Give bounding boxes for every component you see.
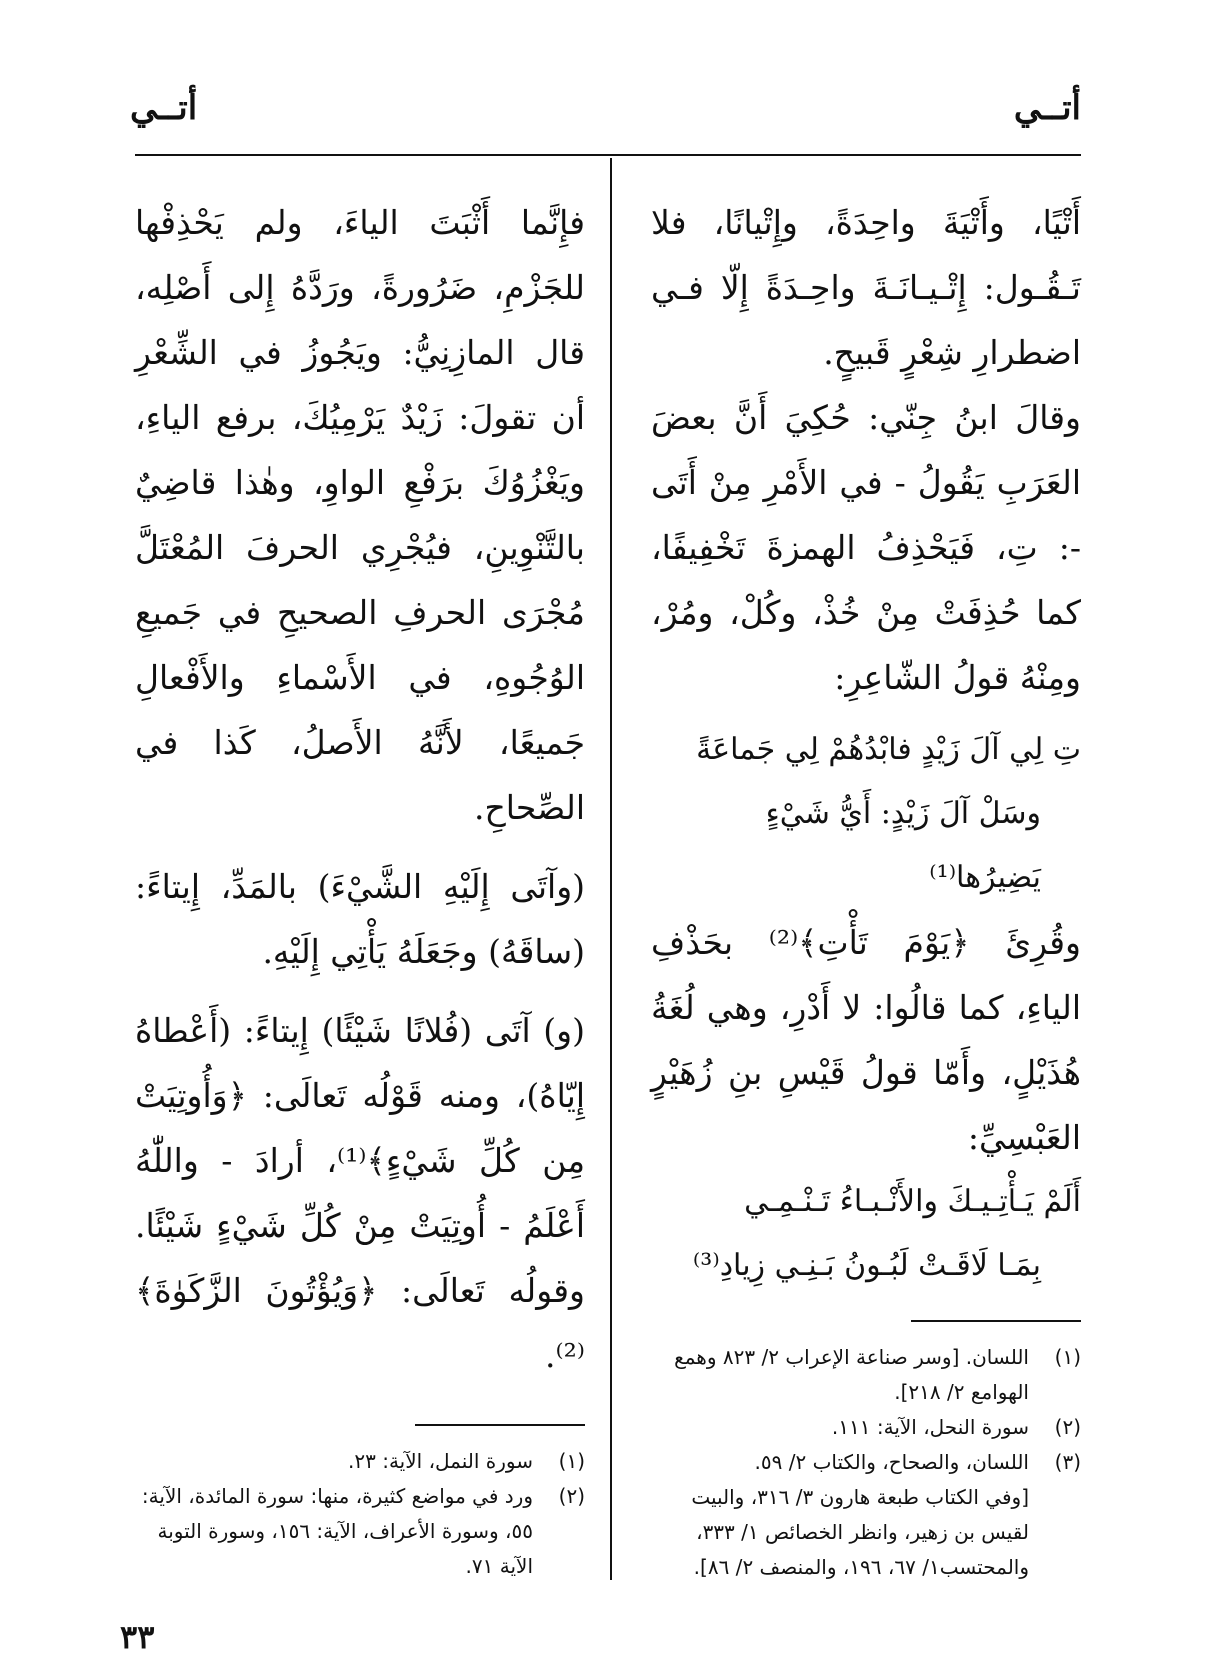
entry-paragraph: فإِنَّما أَثْبَتَ الياءَ، ولم يَحْذِفْها للجَزْمِ، ضَرُورةً، ورَدَّهُ إِلى أَصْلِه، قال المازِنِيُّ: ويَجُوزُ في الشِّعْرِ أن تقولَ: زَيْدٌ يَرْمِيُكَ، برفع الياءِ، ويَغْزُوُكَ برَفْعِ الواوِ، وهٰذا قاضِيٌ بالتَّنْوِينِ، فيُجْرِي الحرفَ المُعْتَلَّ مُجْرَى الحرفِ الصحيحِ في جَميعِ الوُجُوهِ، في الأَسْماءِ والأَفْعالِ جَميعًا، لأَنَّهُ الأَصلُ، كَذا في الصِّحاحِ. <box>135 203 585 827</box>
verse-line: تِ لِي آلَ زَيْدٍ فابْدُهُمْ لِي جَماعَةً <box>696 732 1081 767</box>
entry-paragraph: وقالَ ابنُ جِنّي: حُكِيَ أَنَّ بعضَ العَرَبِ يَقُولُ - في الأَمْرِ مِنْ أَتَى -: تِ، فَيَحْذِفُ الهمزةَ تَخْفِيفًا، كما حُذِفَتْ مِنْ خُذْ، وكُلْ، ومُرْ، ومِنْهُ قولُ الشّاعِرِ: <box>651 398 1081 697</box>
footnote-text: ورد في مواضع كثيرة، منها: سورة المائدة، الآية: ٥٥، وسورة الأعراف، الآية: ١٥٦، وسورة التوبة الآية ٧١. <box>141 1484 533 1578</box>
verse-block <box>651 718 1081 910</box>
verse-line: بِمَـا لَاقَـتْ لَبُـونُ بَـنِـي زِيادِ⁽³⁾ <box>692 1248 1041 1283</box>
verse-line: أَلَمْ يَـأْتِـيـكَ والأَنْـبـاءُ تَـنْـمِـي <box>744 1184 1081 1219</box>
page-header <box>130 88 1081 148</box>
entry-paragraph: أَتْيًا، وأَتْيَةَ واحِدَةً، وإِتْيانًا، فلا تَـقُـول: إِتْـيـانَـةَ واحِـدَةً إِلّا فـي اضطرارِ شِعْرٍ قَبيحٍ. <box>651 203 1081 372</box>
footnote-number: (١) <box>1054 1345 1081 1369</box>
footnote <box>135 1444 585 1479</box>
footnote-number: (١) <box>558 1449 585 1473</box>
header-rule <box>135 154 1081 156</box>
footnotes <box>135 1444 585 1584</box>
verse-block <box>651 1170 1081 1298</box>
footnote <box>651 1410 1081 1445</box>
footnote-rule <box>911 1320 1081 1322</box>
footnote-text: سورة النمل، الآية: ٢٣. <box>348 1449 533 1473</box>
verse-line: وسَلْ آلَ زَيْدٍ: أَيُّ شَيْءٍ يَضِيرُها⁽¹⁾ <box>765 796 1041 895</box>
footnote <box>651 1480 1081 1585</box>
footnote-number: (٣) <box>1054 1450 1081 1474</box>
page-number: ٣٣ <box>120 1618 155 1656</box>
footnote <box>651 1340 1081 1410</box>
left-column <box>135 190 585 1584</box>
footnote-number: (٢) <box>558 1484 585 1508</box>
footnote <box>135 1479 585 1584</box>
entry-paragraph: (و) آتَى (فُلانًا شَيْئًا) إِيتاءً: (أَعْطاهُ إِيّاهُ)، ومنه قَوْلُه تَعالَى: ﴿وَأُوتِيَتْ مِن كُلِّ شَيْءٍ﴾⁽¹⁾، أرادَ - واللّٰهُ أَعْلَمُ - أُوتِيَتْ مِنْ كُلِّ شَيْءٍ شَيْئًا. وقولُه تَعالَى: ﴿وَيُؤْتُونَ الزَّكَوٰةَ﴾⁽²⁾. <box>135 1011 586 1375</box>
entry-paragraph: (وآتَى إِلَيْهِ الشَّيْءَ) بالمَدِّ، إِيتاءً: (ساقَهُ) وجَعَلَهُ يَأْتِي إِلَيْهِ. <box>135 867 585 971</box>
entry-paragraph: وقُرِئَ ﴿يَوْمَ تَأْتِ﴾⁽²⁾ بحَذْفِ الياءِ، كما قالُوا: لا أَدْرِ، وهي لُغَةُ هُذَيْلٍ، وأَمّا قولُ قَيْسِ بنِ زُهَيْرٍ العَبْسِيِّ: <box>651 923 1081 1157</box>
footnote-text: سورة النحل، الآية: ١١١. <box>831 1415 1029 1439</box>
right-column <box>651 190 1081 1585</box>
column-divider <box>610 158 612 1580</box>
footnote <box>651 1445 1081 1480</box>
headword-left: أتــي <box>130 88 198 128</box>
footnote-text: [وفي الكتاب طبعة هارون ٣/ ٣١٦، والبيت لقيس بن زهير، وانظر الخصائص ١/ ٣٣٣، والمحتسب١/ ٦٧، ١٩٦، والمنصف ٢/ ٨٦]. <box>691 1485 1029 1579</box>
footnote-text: اللسان، والصحاح، والكتاب ٢/ ٥٩. <box>754 1450 1029 1474</box>
footnote-rule <box>415 1424 585 1426</box>
headword-right: أتــي <box>1013 88 1081 128</box>
footnote-number: (٢) <box>1054 1415 1081 1439</box>
footnotes <box>651 1340 1081 1585</box>
footnote-text: اللسان. [وسر صناعة الإعراب ٢/ ٨٢٣ وهمع الهوامع ٢/ ٢١٨]. <box>674 1345 1029 1404</box>
